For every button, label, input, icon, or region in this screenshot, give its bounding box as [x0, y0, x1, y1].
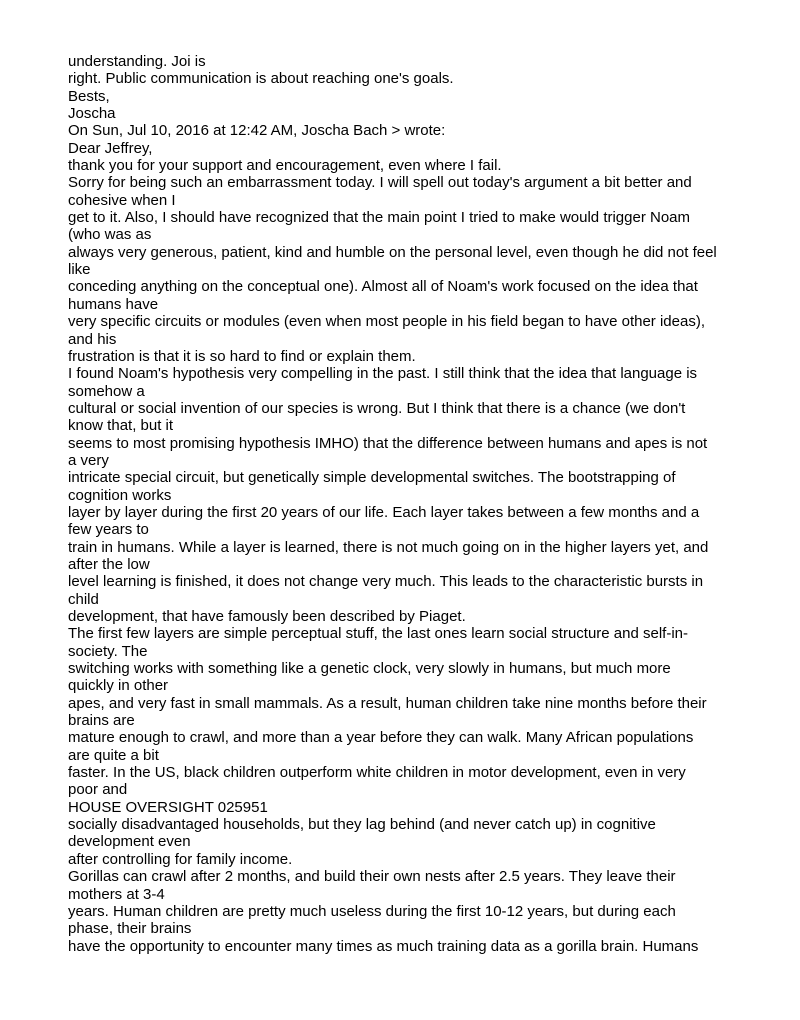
- text-line: after the low: [68, 555, 150, 573]
- text-line: and his: [68, 330, 117, 348]
- text-line: are quite a bit: [68, 746, 159, 764]
- text-line: few years to: [68, 521, 149, 539]
- text-line: very specific circuits or modules (even when most people in his field began to have other ideas),: [68, 313, 705, 331]
- text-line: somehow a: [68, 382, 145, 400]
- text-line: Joscha: [68, 105, 116, 123]
- text-line: like: [68, 261, 91, 279]
- text-line: HOUSE OVERSIGHT 025951: [68, 798, 268, 816]
- text-line: get to it. Also, I should have recognized that the main point I tried to make would trigger Noam: [68, 209, 691, 227]
- text-line: thank you for your support and encouragement, even where I fail.: [68, 157, 502, 175]
- text-line: years. Human children are pretty much useless during the first 10-12 years, but during each: [68, 902, 676, 920]
- text-line: layer by layer during the first 20 years of our life. Each layer takes between a few months and a: [68, 503, 700, 521]
- text-line: phase, their brains: [68, 920, 192, 938]
- text-line: train in humans. While a layer is learned, there is not much going on in the higher layers yet, and: [68, 538, 709, 556]
- text-line: know that, but it: [68, 417, 174, 435]
- text-line: mature enough to crawl, and more than a year before they can walk. Many African populations: [68, 729, 694, 747]
- text-line: frustration is that it is so hard to find or explain them.: [68, 347, 416, 365]
- text-line: child: [68, 590, 99, 608]
- text-line: On Sun, Jul 10, 2016 at 12:42 AM, Joscha Bach > wrote:: [68, 122, 446, 140]
- email-text-body: [68, 53, 717, 955]
- text-line: seems to most promising hypothesis IMHO) that the difference between humans and apes is not: [68, 434, 708, 452]
- text-line: Sorry for being such an embarrassment today. I will spell out today's argument a bit better and: [68, 174, 692, 192]
- text-line: quickly in other: [68, 677, 169, 695]
- text-line: cohesive when I: [68, 191, 176, 209]
- text-line: understanding. Joi is: [68, 53, 206, 70]
- text-line: humans have: [68, 295, 159, 313]
- text-line: (who was as: [68, 226, 152, 244]
- text-line: mothers at 3-4: [68, 885, 165, 903]
- text-line: conceding anything on the conceptual one). Almost all of Noam's work focused on the idea that: [68, 278, 698, 296]
- text-line: cognition works: [68, 486, 172, 504]
- text-line: development even: [68, 833, 191, 851]
- text-line: poor and: [68, 781, 128, 799]
- text-line: a very: [68, 451, 109, 469]
- text-line: intricate special circuit, but genetically simple developmental switches. The bootstrapping of: [68, 469, 676, 487]
- text-line: always very generous, patient, kind and humble on the personal level, even though he did not feel: [68, 243, 717, 261]
- text-line: Bests,: [68, 87, 110, 105]
- text-line: Dear Jeffrey,: [68, 139, 153, 157]
- text-line: faster. In the US, black children outperform white children in motor development, even in very: [68, 764, 686, 782]
- text-line: switching works with something like a genetic clock, very slowly in humans, but much more: [68, 660, 671, 678]
- text-line: Gorillas can crawl after 2 months, and build their own nests after 2.5 years. They leave their: [68, 868, 676, 886]
- text-line: after controlling for family income.: [68, 850, 293, 868]
- text-line: right. Public communication is about reaching one's goals.: [68, 70, 454, 88]
- text-line: cultural or social invention of our species is wrong. But I think that there is a chance (we don't: [68, 399, 686, 417]
- text-line: socially disadvantaged households, but they lag behind (and never catch up) in cognitive: [68, 816, 656, 834]
- text-line: brains are: [68, 712, 135, 730]
- text-line: level learning is finished, it does not change very much. This leads to the characteristic bursts in: [68, 573, 704, 591]
- text-line: society. The: [68, 642, 148, 660]
- text-line: apes, and very fast in small mammals. As a result, human children take nine months before their: [68, 694, 707, 712]
- text-line: The first few layers are simple perceptual stuff, the last ones learn social structure and self-in-: [68, 625, 689, 643]
- text-line: I found Noam's hypothesis very compelling in the past. I still think that the idea that language is: [68, 365, 698, 383]
- text-line: development, that have famously been described by Piaget.: [68, 608, 466, 625]
- text-line: have the opportunity to encounter many times as much training data as a gorilla brain. Humans: [68, 937, 699, 955]
